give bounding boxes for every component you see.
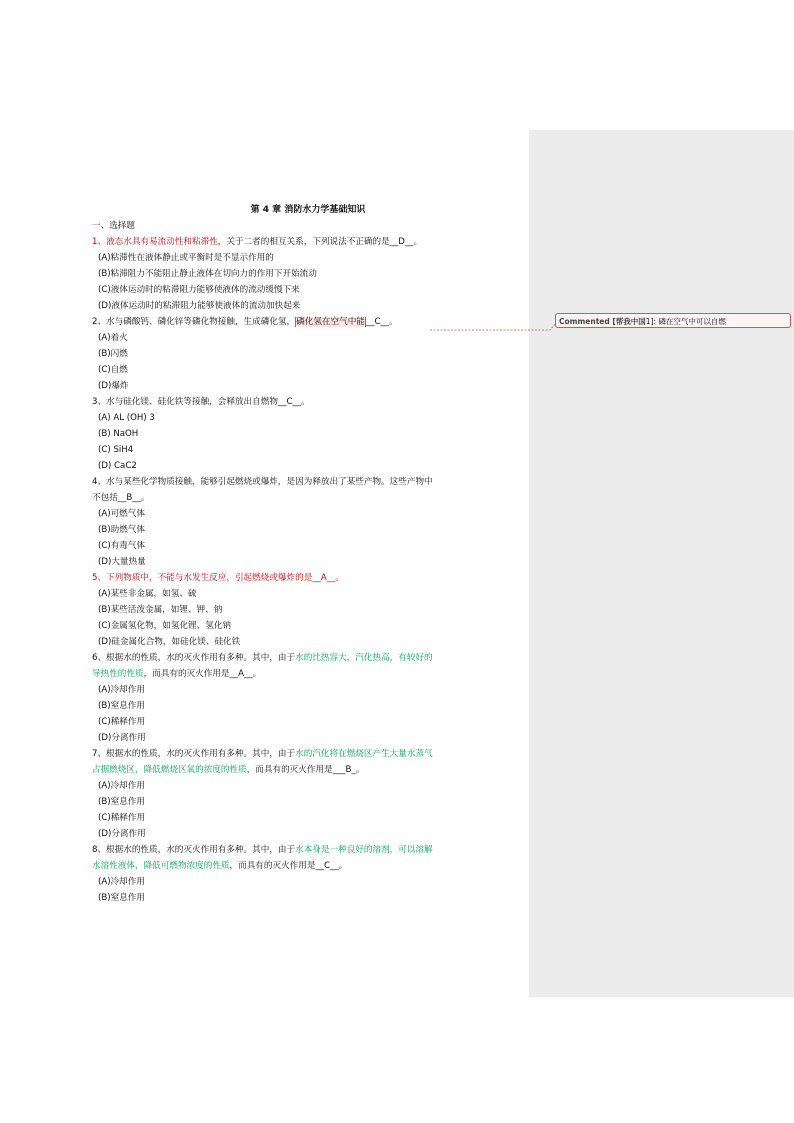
question-7-green-2: 占据燃烧区，降低燃烧区氧的浓度的性质 [92,765,247,775]
q2-option-b: (B)闪燃 [98,349,128,359]
question-3: 3、水与硅化镁、硅化铁等接触，会释放出自燃物__C__。 [92,397,310,407]
comment-balloon[interactable] [555,313,791,328]
question-4-line-1: 4、水与某些化学物质接触，能够引起燃烧或爆炸，是因为释放出了某些产物。这些产物中 [92,477,433,487]
comment-pane [529,130,794,997]
comment-text: 磷在空气中可以自燃 [658,317,726,326]
question-7-line-2 [92,762,524,778]
question-7-post: ，而具有的灭火作用是___B_。 [246,765,365,775]
comment-author: 帮我中国 [615,317,646,326]
question-8-line-2 [92,858,524,874]
question-8-green-1: 水本身是一种良好的溶剂，可以溶解 [295,845,433,855]
q4-option-b: (B)助燃气体 [98,525,145,535]
comment-anchor-highlight[interactable]: 磷化氢在空气中能 [296,317,365,327]
question-1 [92,234,524,250]
q6-option-d: (D)分离作用 [98,733,146,743]
q2-option-d: (D)爆炸 [98,381,129,391]
q7-option-a: (A)冷却作用 [98,781,145,791]
question-6-green-2: 导热性的性质 [92,669,144,679]
q6-option-c: (C)稀释作用 [98,717,146,727]
q6-option-b: (B)窒息作用 [98,701,145,711]
q5-option-d: (D)硅金属化合物，如硅化镁、硅化铁 [98,637,241,647]
question-7-line-1 [92,746,524,762]
question-5: 5、下列物质中，不能与水发生反应，引起燃烧或爆炸的是__A__。 [92,573,344,583]
q6-option-a: (A)冷却作用 [98,685,145,695]
question-2-pre: 2、水与磷酸钙、磷化锌等磷化物接触，生成磷化氢， [92,317,296,327]
q7-option-c: (C)稀释作用 [98,813,146,823]
q8-option-b: (B)窒息作用 [98,893,145,903]
q7-option-b: (B)窒息作用 [98,797,145,807]
q3-option-c: (C) SiH4 [98,445,134,455]
q7-option-d: (D)分离作用 [98,829,146,839]
q4-option-d: (D)大量热量 [98,557,146,567]
q5-option-a: (A)某些非金属，如氢、硫 [98,589,197,599]
q8-option-a: (A)冷却作用 [98,877,145,887]
comment-suffix: 1]: [645,317,657,326]
q3-option-b: (B) NaOH [98,429,139,439]
question-6-line-1 [92,650,524,666]
question-6-pre: 6、根据水的性质，水的灭火作用有多种。其中，由于 [92,653,296,663]
section-heading: 一、选择题 [92,221,135,231]
question-8-post: ，而具有的灭火作用是__C__。 [229,861,348,871]
q5-option-b: (B)某些活泼金属，如锂、钾、钠 [98,605,223,615]
question-1-num: 1、 [92,237,107,247]
q3-option-d: (D) CaC2 [98,461,137,471]
question-8-green-2: 水溶性液体，降低可燃物浓度的性质 [92,861,230,871]
question-8-pre: 8、根据水的性质，水的灭火作用有多种。其中，由于 [92,845,296,855]
question-1-rest: ，关于二者的相互关系，下列说法不正确的是__D__。 [217,237,423,247]
q3-option-a: (A) AL (OH) 3 [98,413,155,423]
question-7-pre: 7、根据水的性质，水的灭火作用有多种。其中，由于 [92,749,296,759]
question-7-green-1: 水的汽化将在燃烧区产生大量水蒸气 [295,749,433,759]
question-6-post: ，而具有的灭火作用是__A__。 [143,669,262,679]
chapter-title: 第 4 章 消防水力学基础知识 [250,205,366,215]
question-8-line-1 [92,842,524,858]
question-4-line-2: 不包括__B__。 [92,493,150,503]
q2-option-c: (C)自燃 [98,365,128,375]
q1-option-a: (A)粘滞性在液体静止或平衡时是不显示作用的 [98,253,274,263]
question-2-post: __C__。 [365,317,398,327]
q1-option-c: (C)液体运动时的粘滞阻力能够使液体的流动缓慢下来 [98,285,300,295]
q2-option-a: (A)着火 [98,333,128,343]
q1-option-d: (D)液体运动时的粘滞阻力能够使液体的流动加快起来 [98,301,301,311]
q4-option-a: (A)可燃气体 [98,509,145,519]
comment-label: Commented [ [559,317,616,326]
q1-option-b: (B)粘滞阻力不能阻止静止液体在切向力的作用下开始流动 [98,269,317,279]
q4-option-c: (C)有毒气体 [98,541,146,551]
question-6-line-2 [92,666,524,682]
question-6-green-1: 水的比热容大，汽化热高，有较好的 [295,653,433,663]
question-2 [92,314,524,330]
document-body [92,202,524,906]
question-1-red: 液态水具有易流动性和粘滞性 [106,237,218,247]
q5-option-c: (C)金属氢化物，如氢化锂、氢化钠 [98,621,232,631]
